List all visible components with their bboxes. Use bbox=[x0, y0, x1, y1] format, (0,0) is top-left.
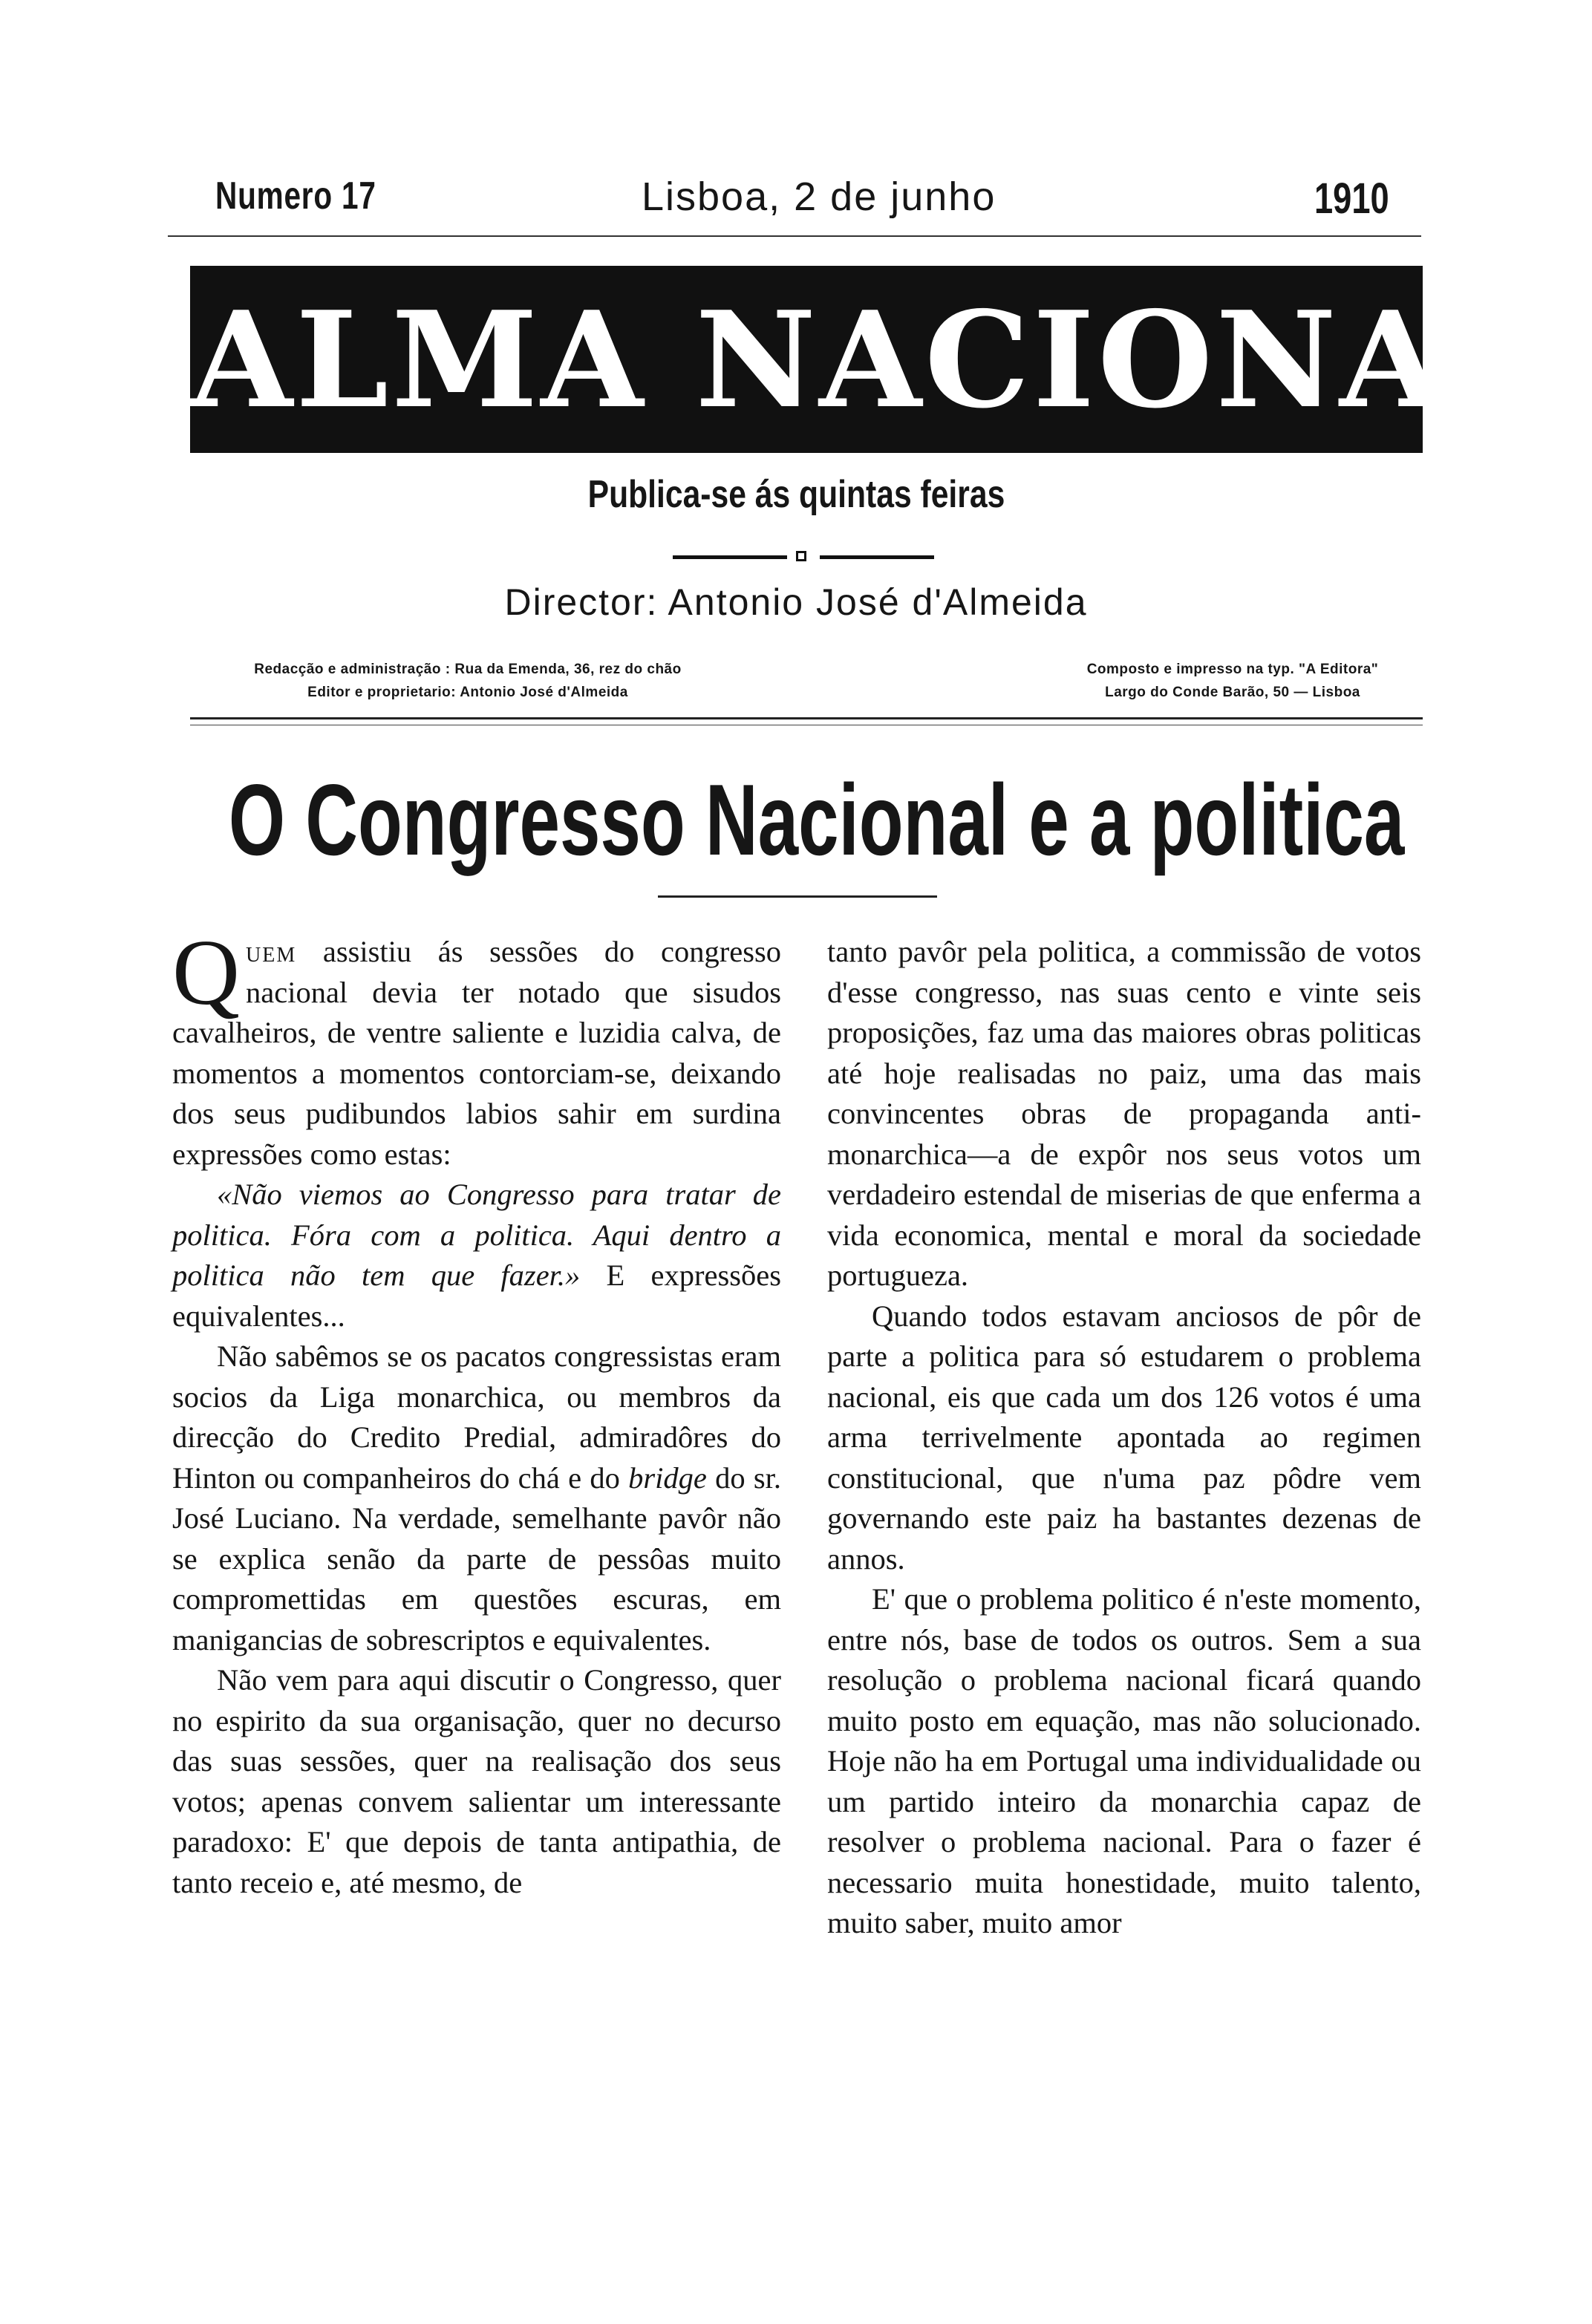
top-rule bbox=[168, 235, 1421, 237]
paragraph-2-text-a: Não sabêmos se os pacatos congressistas eram socios da Liga monarchica, ou membros da direcção do Credito Predial, admiradôres do Hinton ou companheiros do chá e do bbox=[172, 1339, 781, 1495]
paragraph-2-text-b: do sr. José Luciano. Na verdade, semelhante pavôr não se explica senão da parte de pessôas muito compromettidas em questões escuras, em manigancias de sobrescriptos e equivalentes. bbox=[172, 1460, 781, 1656]
paragraph-1 bbox=[172, 921, 781, 1175]
paragraph-3: Não vem para aqui discutir o Congresso, quer no espirito da sua organisação, quer no decurso das suas sessões, quer na realisação dos seus votos; apenas convem salientar um interessante paradoxo: E' que depois de tanta antipathia, de tanto receio e, até mesmo, de bbox=[172, 1663, 781, 1899]
tagline bbox=[0, 472, 1592, 517]
lead-word: uem bbox=[246, 935, 297, 968]
quote-after: E expressões equivalentes... bbox=[172, 1259, 781, 1333]
tagline-text: Publica-se ás quintas feiras bbox=[587, 473, 1005, 516]
column-left bbox=[172, 921, 781, 1903]
column-right bbox=[827, 932, 1421, 1944]
quote-text: «Não viemos ao Congresso para tratar de politica. Fóra com a politica. Aqui dentro a politica não tem que fazer.» bbox=[172, 1178, 781, 1292]
issue-number: Numero 17 bbox=[215, 174, 376, 218]
masthead-banner bbox=[190, 266, 1542, 453]
imprint-right-line1: Composto e impresso na typ. "A Editora" bbox=[1086, 662, 1379, 677]
imprint-left-line1: Redacção e administração : Rua da Emenda, 36, rez do chão bbox=[254, 662, 682, 677]
place-date: Lisboa, 2 de junho bbox=[642, 174, 996, 219]
article-headline-text: O Congresso Nacional e a politica bbox=[228, 763, 1405, 876]
paragraph-6: E' que o problema politico é n'este momento, entre nós, base de todos os outros. Sem a sua resolução o problema nacional ficará quando muito posto em equação, mas não solucionado. Hoje não ha em Portugal uma individualidade ou um partido inteiro da monarchia capaz de resolver o problema nacional. Para o fazer é necessario muita honestidade, muito talento, muito saber, muito amor bbox=[827, 1582, 1421, 1939]
paragraph-1-text: assistiu ás sessões do congresso nacional devia ter notado que sisudos cavalheiros, de ventre saliente e luzidia calva, de momentos a momentos contorciam-se, deixando dos seus pudibundos labios sahir em surdina expressões como estas: bbox=[172, 935, 781, 1171]
masthead-title: ALMA NACIONAL bbox=[190, 282, 1542, 437]
ornament-divider bbox=[673, 551, 934, 563]
paragraph-5: Quando todos estavam anciosos de pôr de parte a politica para só estudarem o problema nacional, eis que cada um dos 126 votos é uma arma terrivelmente apontada ao regimen constitucional, que n'uma paz pôdre vem governando este paiz ha bastantes dezenas de annos. bbox=[827, 1299, 1421, 1576]
paragraph-2-emphasis: bridge bbox=[628, 1460, 707, 1495]
imprint-left-line2: Editor e proprietario: Antonio José d'Almeida bbox=[307, 685, 628, 700]
divider-rule bbox=[190, 717, 1423, 719]
director-line: Director: Antonio José d'Almeida bbox=[504, 581, 1088, 623]
year: 1910 bbox=[1314, 174, 1389, 223]
headline-rule bbox=[658, 895, 937, 898]
quote-paragraph bbox=[172, 1175, 781, 1336]
imprint-left bbox=[223, 658, 713, 704]
paragraph-2 bbox=[172, 1336, 781, 1660]
imprint-right-line2: Largo do Conde Barão, 50 — Lisboa bbox=[1105, 685, 1360, 700]
article-headline bbox=[0, 763, 1592, 876]
imprint-right bbox=[1040, 658, 1426, 704]
drop-cap: Q bbox=[172, 921, 240, 1025]
paragraph-4: tanto pavôr pela politica, a commissão de votos d'esse congresso, nas suas cento e vinte seis proposições, faz uma das maiores obras politicas até hoje realisadas no paiz, uma das mais convincentes obras de propaganda anti-monarchica—a de expôr nos seus votos um verdadeiro estendal de miserias de que enferma a vida economica, mental e moral da sociedade portugueza. bbox=[827, 935, 1421, 1292]
